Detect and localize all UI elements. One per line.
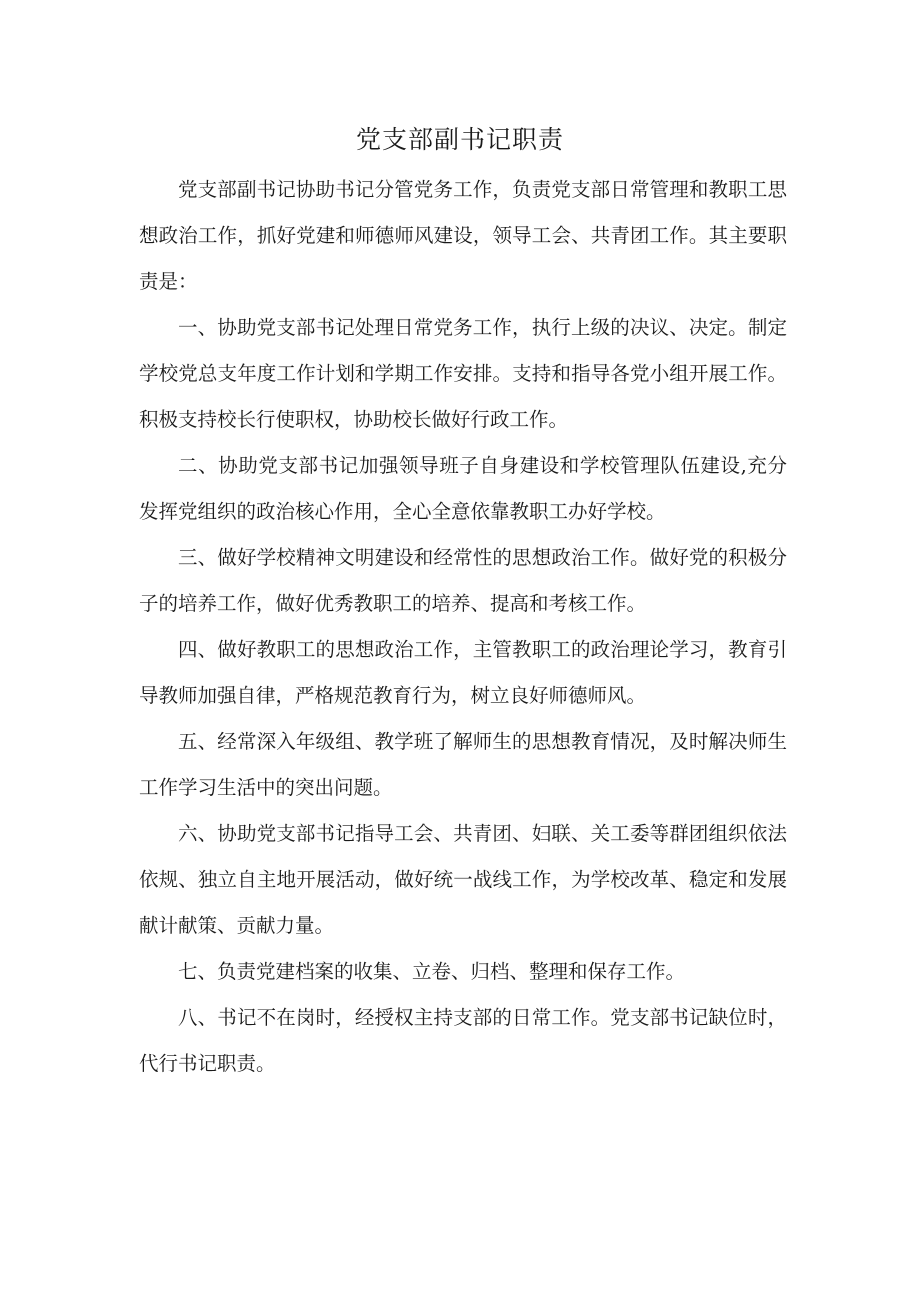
paragraph-item-3: 三、做好学校精神文明建设和经常性的思想政治工作。做好党的积极分子的培养工作，做好优秀教职工的培养、提高和考核工作。 — [139, 546, 787, 615]
document-title: 党支部副书记职责 — [355, 125, 564, 154]
paragraph-item-2: 二、协助党支部书记加强领导班子自身建设和学校管理队伍建设,充分发挥党组织的政治核心作用，全心全意依靠教职工办好学校。 — [139, 454, 787, 523]
paragraph-item-7: 七、负责党建档案的收集、立卷、归档、整理和保存工作。 — [178, 960, 686, 983]
paragraph-item-8: 八、书记不在岗时，经授权主持支部的日常工作。党支部书记缺位时，代行书记职责。 — [139, 1006, 787, 1075]
paragraph-item-5: 五、经常深入年级组、教学班了解师生的思想教育情况，及时解决师生工作学习生活中的突出问题。 — [139, 730, 787, 799]
paragraph-item-4: 四、做好教职工的思想政治工作，主管教职工的政治理论学习，教育引导教师加强自律，严格规范教育行为，树立良好师德师风。 — [139, 638, 787, 707]
paragraph-intro: 党支部副书记协助书记分管党务工作，负责党支部日常管理和教职工思想政治工作，抓好党建和师德师风建设，领导工会、共青团工作。其主要职责是： — [139, 178, 787, 293]
document-body — [139, 167, 787, 1087]
paragraph-item-1: 一、协助党支部书记处理日常党务工作，执行上级的决议、决定。制定学校党总支年度工作计划和学期工作安排。支持和指导各党小组开展工作。积极支持校长行使职权，协助校长做好行政工作。 — [139, 316, 787, 431]
paragraph-item-6: 六、协助党支部书记指导工会、共青团、妇联、关工委等群团组织依法依规、独立自主地开展活动，做好统一战线工作，为学校改革、稳定和发展献计献策、贡献力量。 — [139, 822, 787, 937]
